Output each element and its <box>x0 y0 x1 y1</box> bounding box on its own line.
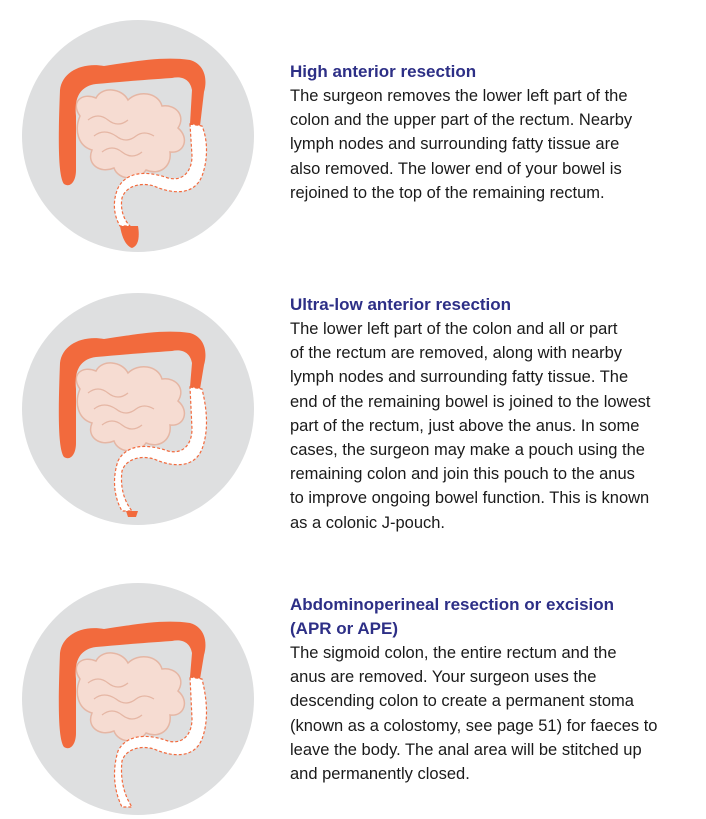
section-text <box>290 593 700 786</box>
section-body: The lower left part of the colon and all or part of the rectum are removed, along with nearby lymph nodes and surrounding fatty tissue. The end of the remaining bowel is joined to the lowest part of the rectum, just above the anus. In some cases, the surgeon may make a pouch using the remaining colon and join this pouch to the anus to improve ongoing bowel function. This is known as a colonic J-pouch. <box>290 320 651 532</box>
section-body: The surgeon removes the lower left part of the colon and the upper part of the rectum. Nearby lymph nodes and surrounding fatty tissue are also removed. The lower end of your bowel is rejoined to the top of the remaining rectum. <box>290 87 633 202</box>
section-title: Ultra-low anterior resection <box>290 295 512 314</box>
section-text <box>290 60 700 205</box>
ultra-low-anterior-resection-illustration <box>22 293 254 525</box>
high-anterior-resection-illustration <box>22 20 254 252</box>
abdominoperineal-resection-illustration <box>22 583 254 815</box>
section-title: High anterior resection <box>290 62 477 81</box>
section-title: Abdominoperineal resection or excision (APR or APE) <box>290 595 615 638</box>
section-body: The sigmoid colon, the entire rectum and the anus are removed. Your surgeon uses the descending colon to create a permanent stoma (known as a colostomy, see page 51) for faeces to leave the body. The anal area will be stitched up and permanently closed. <box>290 644 658 784</box>
section-text <box>290 293 700 535</box>
